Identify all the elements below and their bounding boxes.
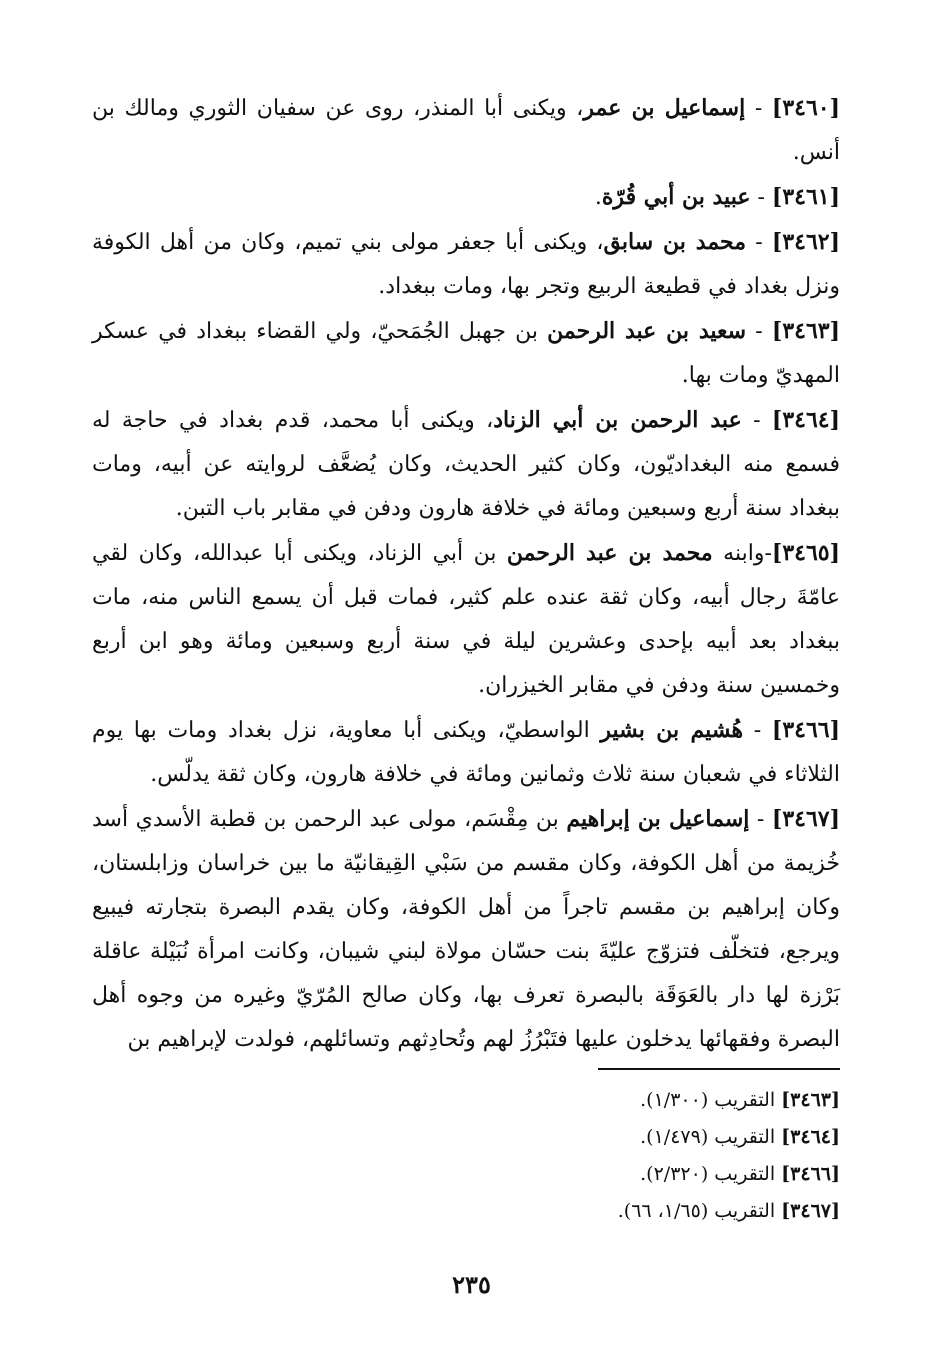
footnote (300, 1119, 840, 1156)
entry-text: . (594, 185, 602, 210)
footnote (300, 1082, 840, 1119)
footnote-number: [٣٤٦٧] (781, 1200, 840, 1222)
entry-text: الواسطيّ، ويكنى أبا معاوية، نزل بغداد ومات بها يوم الثلاثاء في شعبان سنة ثلاث وثمانين ومائة في خلافة هارون، وكان ثقة يدلّس. (92, 718, 840, 787)
footnote-number: [٣٤٦٣] (781, 1089, 840, 1111)
entry-text: ، ويكنى أبا محمد، قدم بغداد في حاجة له فسمع منه البغداديّون، وكان كثير الحديث، وكان يُضعَّف لروايته عن أبيه، ومات ببغداد سنة أربع وسبعين ومائة في خلافة هارون ودفن في مقابر باب التبن. (92, 408, 840, 521)
entry-text: ، ويكنى أبا المنذر، روى عن سفيان الثوري ومالك بن أنس. (92, 96, 840, 165)
entry-3461: [٣٤٦١] - عبيد بن أبي قُرّة. (594, 184, 840, 210)
entry-name: إسماعيل بن إبراهيم (566, 806, 750, 832)
entry-number: [٣٤٦٦] (771, 717, 840, 743)
entry-number: [٣٤٦٣] (771, 318, 840, 344)
entry-name: عبد الرحمن بن أبي الزناد (493, 407, 742, 433)
entry-3465: [٣٤٦٥]-وابنه محمد بن عبد الرحمن بن أبي الزناد، ويكنى أبا عبدالله، وكان لقي عامّةَ رجال أبيه، وكان ثقة عنده علم كثير، فمات قبل أن يسمع الناس منه، مات ببغداد بعد أبيه بإحدى وعشرين ليلة في سنة أربع وسبعين ومائة وهو ابن أربع وخمسين سنة ودفن في مقابر الخيزران. (92, 540, 841, 698)
footnote-number: [٣٤٦٤] (781, 1126, 840, 1148)
entry-name: هُشيم بن بشير (600, 717, 744, 743)
page-number: ٢٣٥ (452, 1270, 491, 1299)
footnote (300, 1193, 840, 1230)
footnote-separator (598, 1068, 840, 1070)
entry-number: [٣٤٦٤] (771, 407, 840, 433)
entry-name: سعيد بن عبد الرحمن (547, 318, 747, 344)
entry-text: بن جهبل الجُمَحيّ، ولي القضاء ببغداد في عسكر المهديّ ومات بها. (92, 319, 840, 388)
entry-name: إسماعيل بن عمر (583, 95, 746, 121)
footnote (300, 1156, 840, 1193)
entry-3467: [٣٤٦٧] - إسماعيل بن إبراهيم بن مِقْسَم، مولى عبد الرحمن بن قطبة الأسدي أسد خُزيمة من أهل الكوفة، وكان مقسم من سَبْي القِيقانيّة ما بين خراسان وزابلستان، وكان إبراهيم بن مقسم تاجراً من أهل الكوفة، وكان يقدم البصرة بتجارته فيبيع ويرجع، فتخلّف فتزوّج عليّةَ بنت حسّان مولاة لبني شيبان، وكانت امرأة نُبَيْلة عاقلة بَرْزة لها دار بالعَوَقَة بالبصرة تعرف بها، وكان صالح المُرّيّ وغيره من وجوه أهل البصرة وفقهائها يدخلون عليها فتَبْرُزُ لهم وتُحادِثهم وتسائلهم، فولدت لإبراهيم بن (92, 806, 841, 1052)
footnote-text: التقريب (٢/٣٢٠). (640, 1163, 776, 1185)
entry-text: بن مِقْسَم، مولى عبد الرحمن بن قطبة الأسدي أسد خُزيمة من أهل الكوفة، وكان مقسم من سَبْي القِيقانيّة ما بين خراسان وزابلستان، وكان إبراهيم بن مقسم تاجراً من أهل الكوفة، وكان يقدم البصرة بتجارته فيبيع ويرجع، فتخلّف فتزوّج عليّةَ بنت حسّان مولاة لبني شيبان، وكانت امرأة نُبَيْلة عاقلة بَرْزة لها دار بالعَوَقَة بالبصرة تعرف بها، وكان صالح المُرّيّ وغيره من وجوه أهل البصرة وفقهائها يدخلون عليها فتَبْرُزُ لهم وتُحادِثهم وتسائلهم، فولدت لإبراهيم بن (92, 807, 840, 1052)
footnote-text: التقريب (١/٤٧٩). (640, 1126, 776, 1148)
entry-number: [٣٤٦١] (771, 184, 840, 210)
entry-number: [٣٤٦٧] (771, 806, 841, 832)
entry-3466: [٣٤٦٦] - هُشيم بن بشير الواسطيّ، ويكنى أبا معاوية، نزل بغداد ومات بها يوم الثلاثاء في شعبان سنة ثلاث وثمانين ومائة في خلافة هارون، وكان ثقة يدلّس. (92, 717, 840, 787)
entry-text: بن أبي الزناد، ويكنى أبا عبدالله، وكان لقي عامّةَ رجال أبيه، وكان ثقة عنده علم كثير، فمات قبل أن يسمع الناس منه، مات ببغداد بعد أبيه بإحدى وعشرين ليلة في سنة أربع وسبعين ومائة وهو ابن أربع وخمسين سنة ودفن في مقابر الخيزران. (92, 541, 840, 698)
footnote-text: التقريب (١/٦٥، ٦٦). (617, 1200, 776, 1222)
entry-name: عبيد بن أبي قُرّة (601, 184, 751, 210)
main-text (92, 86, 840, 1062)
entry-number: [٣٤٦٢] (771, 229, 840, 255)
entry-number: [٣٤٦٥] (771, 540, 841, 566)
entry-text: ، ويكنى أبا جعفر مولى بني تميم، وكان من أهل الكوفة ونزل بغداد في قطيعة الربيع وتجر بها، ومات ببغداد. (92, 230, 840, 299)
entry-3464: [٣٤٦٤] - عبد الرحمن بن أبي الزناد، ويكنى أبا محمد، قدم بغداد في حاجة له فسمع منه البغداديّون، وكان كثير الحديث، وكان يُضعَّف لروايته عن أبيه، ومات ببغداد سنة أربع وسبعين ومائة في خلافة هارون ودفن في مقابر باب التبن. (92, 407, 840, 521)
entry-prefix: وابنه (712, 541, 765, 566)
entry-3460: [٣٤٦٠] - إسماعيل بن عمر، ويكنى أبا المنذر، روى عن سفيان الثوري ومالك بن أنس. (92, 95, 841, 165)
entry-number: [٣٤٦٠] (771, 95, 841, 121)
footnote-text: التقريب (١/٣٠٠). (640, 1089, 776, 1111)
entry-3462: [٣٤٦٢] - محمد بن سابق، ويكنى أبا جعفر مولى بني تميم، وكان من أهل الكوفة ونزل بغداد في قطيعة الربيع وتجر بها، ومات ببغداد. (92, 229, 840, 299)
entry-3463: [٣٤٦٣] - سعيد بن عبد الرحمن بن جهبل الجُمَحيّ، ولي القضاء ببغداد في عسكر المهديّ ومات بها. (92, 318, 840, 388)
entry-name: محمد بن عبد الرحمن (506, 540, 713, 566)
footnote-number: [٣٤٦٦] (781, 1163, 840, 1185)
entry-name: محمد بن سابق (603, 229, 747, 255)
footnotes (300, 1082, 840, 1230)
